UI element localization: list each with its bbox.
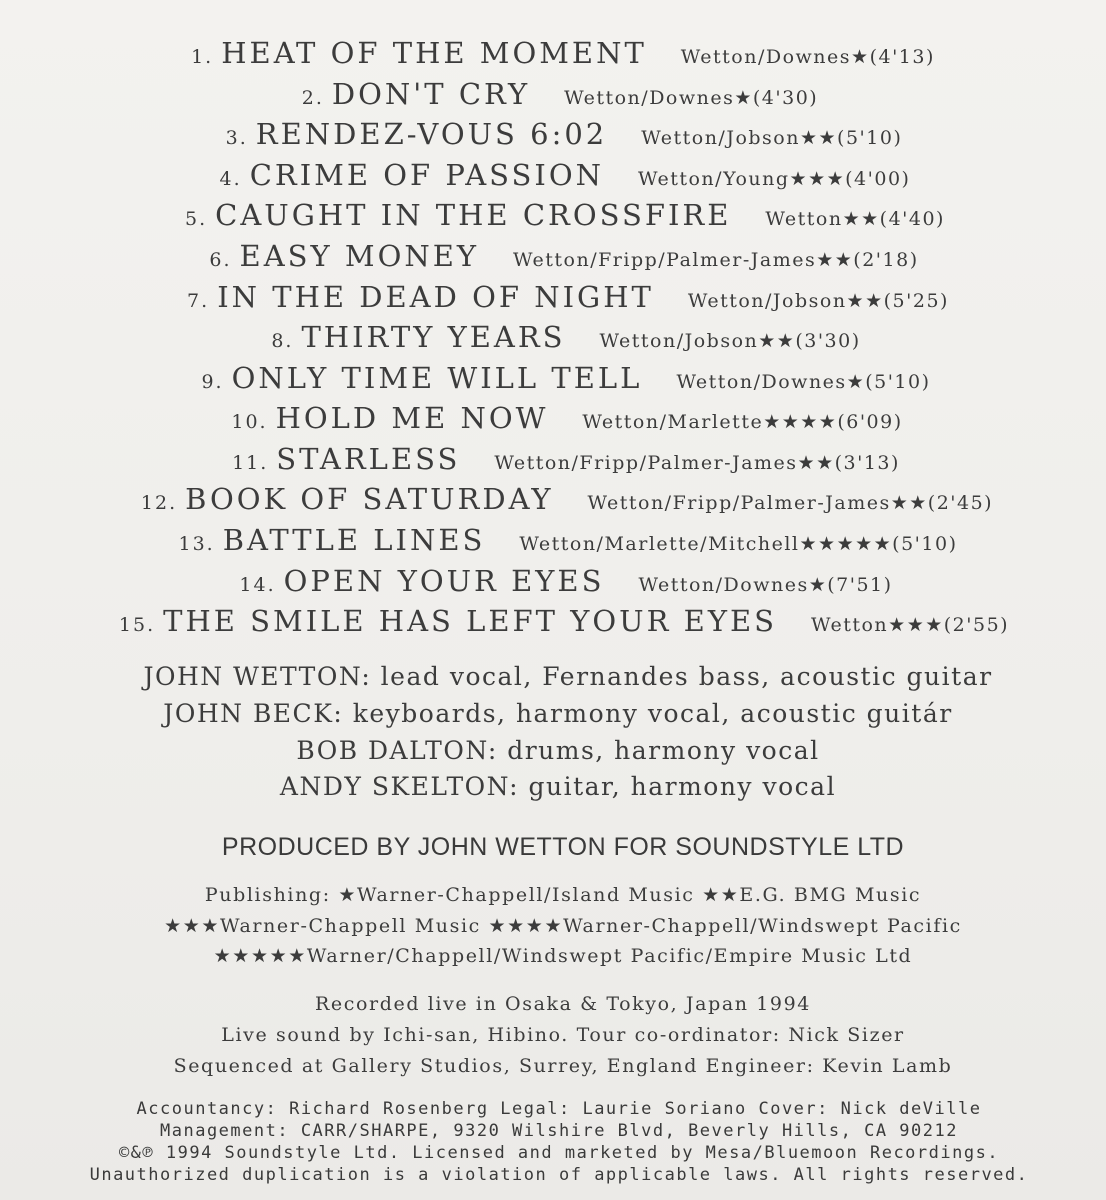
track-number: 2.: [301, 87, 324, 109]
track-title: EASY MONEY: [239, 239, 480, 273]
personnel-line: JOHN WETTON: lead vocal, Fernandes bass, acoustic guitar: [143, 662, 993, 691]
track-number: 8.: [271, 330, 294, 352]
recording-line: Recorded live in Osaka & Tokyo, Japan 1994: [315, 993, 811, 1015]
track-row: [14, 77, 1106, 111]
track-number: 5.: [185, 208, 208, 230]
track-credit: Wetton/Marlette/Mitchell★★★★★(5'10): [519, 533, 958, 555]
track-number: 4.: [219, 168, 242, 190]
track-credit: Wetton/Downes★(4'13): [680, 46, 935, 68]
personnel-line: ANDY SKELTON: guitar, harmony vocal: [279, 772, 837, 801]
track-credit: Wetton★★★(2'55): [811, 614, 1010, 636]
footer-line: ©&℗ 1994 Soundstyle Ltd. Licensed and marketed by Mesa/Bluemoon Recordings.: [118, 1143, 1000, 1163]
track-row: [24, 198, 1106, 232]
track-credit: Wetton/Jobson★★(3'30): [599, 330, 861, 352]
track-row: [26, 442, 1106, 476]
recording-line: Live sound by Ichi-san, Hibino. Tour co-ordinator: Nick Sizer: [221, 1024, 905, 1046]
track-credit: Wetton/Fripp/Palmer-James★★(3'13): [494, 452, 900, 474]
publishing-line: ★★★★★Warner/Chappell/Windswept Pacific/Empire Music Ltd: [213, 945, 913, 967]
track-title: THE SMILE HAS LEFT YOUR EYES: [163, 604, 777, 638]
track-title: DON'T CRY: [331, 77, 531, 111]
track-credit: Wetton/Jobson★★(5'25): [687, 290, 949, 312]
track-row: [30, 280, 1106, 314]
track-row: [20, 36, 1106, 70]
track-credit: Wetton/Fripp/Palmer-James★★(2'18): [513, 249, 919, 271]
publishing-line: Publishing: ★Warner-Chappell/Island Music ★★E.G. BMG Music: [204, 884, 922, 906]
track-credit: Wetton/Downes★(4'30): [564, 87, 819, 109]
track-credit: Wetton/Marlette★★★★(6'09): [582, 411, 903, 433]
recording-line: Sequenced at Gallery Studios, Surrey, England Engineer: Kevin Lamb: [173, 1055, 953, 1077]
track-title: CRIME OF PASSION: [249, 158, 604, 192]
producer-credit: PRODUCED BY JOHN WETTON FOR SOUNDSTYLE LTD: [221, 833, 905, 861]
track-number: 12.: [140, 492, 178, 514]
track-title: STARLESS: [276, 442, 461, 476]
track-title: HOLD ME NOW: [275, 401, 549, 435]
track-row: [26, 564, 1106, 598]
track-credit: Wetton/Downes★(7'51): [638, 574, 893, 596]
track-credit: Wetton/Downes★(5'10): [676, 371, 931, 393]
track-credit: Wetton/Fripp/Palmer-James★★(2'45): [587, 492, 994, 514]
personnel-line: BOB DALTON: drums, harmony vocal: [296, 736, 820, 765]
track-row: [24, 158, 1106, 192]
track-title: THIRTY YEARS: [301, 320, 566, 354]
track-credit: Wetton/Jobson★★(5'10): [641, 127, 903, 149]
track-title: IN THE DEAD OF NIGHT: [217, 280, 654, 314]
track-title: BOOK OF SATURDAY: [185, 482, 554, 516]
track-number: 14.: [239, 574, 276, 596]
track-row: [22, 239, 1106, 273]
track-title: ONLY TIME WILL TELL: [231, 361, 643, 395]
track-title: BATTLE LINES: [222, 523, 486, 557]
track-number: 3.: [225, 127, 248, 149]
track-number: 10.: [231, 411, 268, 433]
track-number: 15.: [118, 614, 156, 636]
track-row: [22, 604, 1106, 638]
track-row: [22, 117, 1106, 151]
track-title: HEAT OF THE MOMENT: [221, 36, 647, 70]
publishing-line: ★★★Warner-Chappell Music ★★★★Warner-Chappell/Windswept Pacific: [164, 915, 962, 937]
track-number: 7.: [187, 290, 210, 312]
personnel-line: JOHN BECK: keyboards, harmony vocal, acoustic guitár: [163, 699, 953, 728]
track-row: [28, 401, 1106, 435]
track-row: [26, 361, 1106, 395]
track-row: [26, 320, 1106, 354]
track-number: 1.: [191, 46, 214, 68]
track-number: 6.: [209, 249, 232, 271]
track-credit: Wetton★★(4'40): [765, 208, 945, 230]
track-title: OPEN YOUR EYES: [283, 564, 605, 598]
track-number: 13.: [178, 533, 215, 555]
footer-line: Management: CARR/SHARPE, 9320 Wilshire Blvd, Beverly Hills, CA 90212: [160, 1121, 958, 1141]
footer-line: Accountancy: Richard Rosenberg Legal: Laurie Soriano Cover: Nick deVille: [136, 1099, 982, 1119]
track-number: 11.: [232, 452, 269, 474]
track-number: 9.: [201, 371, 224, 393]
track-row: [30, 523, 1106, 557]
track-title: CAUGHT IN THE CROSSFIRE: [215, 198, 732, 232]
track-title: RENDEZ-VOUS 6:02: [255, 117, 608, 151]
track-row: [28, 482, 1106, 516]
track-credit: Wetton/Young★★★(4'00): [638, 168, 911, 190]
footer-line: Unauthorized duplication is a violation of applicable laws. All rights reserved.: [89, 1165, 1029, 1185]
